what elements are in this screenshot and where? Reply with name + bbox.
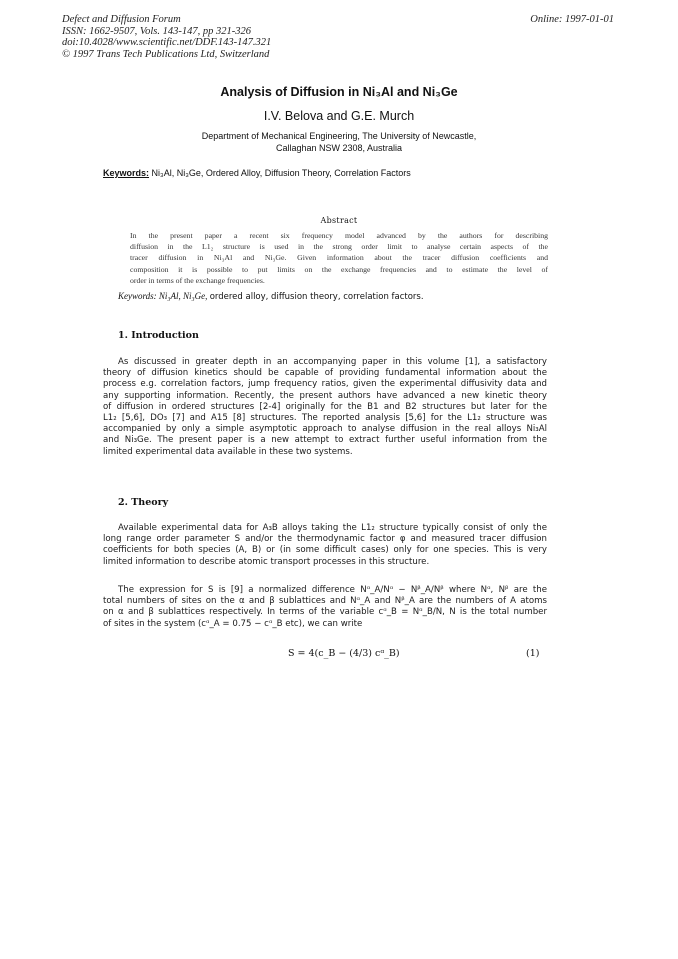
equation-body: S = 4(c_B − (4/3) cᵅ_B) (288, 648, 400, 659)
section-heading-introduction: 1. Introduction (118, 330, 199, 341)
paragraph-line: long range order parameter S and/or the thermodynamic factor φ and measured tracer diffusion (103, 534, 547, 545)
paragraph-line: coefficients for both species (A, B) or (in some difficult cases) only for one species. This is very (103, 545, 547, 556)
paragraph-line: on α and β sublattices respectively. In terms of the variable cᵅ_B = Nᵅ_B/N, N is the total number (103, 607, 547, 618)
abstract-line: composition it is possible to put limits on the exchange frequencies and to estimate the level of (130, 264, 548, 274)
affiliation (0, 130, 678, 154)
keywords-label: Keywords: (103, 168, 150, 178)
paragraph-line: limited experimental data available in these two systems. (103, 446, 353, 457)
abstract-title: Abstract (320, 216, 358, 225)
paragraph-line: of sites in the system (cᵅ_A = 0.75 − cᵅ_B etc), we can write (103, 618, 363, 629)
theory-paragraph-1 (103, 523, 547, 568)
theory-paragraph-2 (103, 585, 547, 630)
keywords-line (103, 168, 411, 178)
abstract-line: order in terms of the exchange frequencies. (130, 275, 265, 285)
journal-header (62, 14, 271, 60)
keywords-secondary-italic: Ni₃Al, Ni₃Ge, (158, 291, 208, 301)
keywords-secondary-label: Keywords: (118, 291, 157, 301)
paper-authors: I.V. Belova and G.E. Murch (263, 109, 415, 123)
journal-name: Defect and Diffusion Forum (62, 14, 181, 25)
keywords-secondary-rest: ordered alloy, diffusion theory, correlation factors. (209, 292, 424, 302)
paragraph-line: process e.g. correlation factors, jump frequency ratios, given the experimental diffusivity data and (103, 379, 547, 390)
paragraph-line: theory of diffusion kinetics should be capable of providing fundamental information about the (103, 368, 547, 379)
copyright-line: © 1997 Trans Tech Publications Ltd, Switzerland (62, 48, 270, 60)
introduction-paragraph (103, 357, 547, 458)
paragraph-line: of diffusion in ordered structures [2-4] originally for the B1 and B2 structures but later for the (103, 401, 547, 412)
equation-number: (1) (526, 648, 540, 659)
abstract-line: diffusion in the L1₂ structure is used in the strong order limit to analyse certain aspects of the (130, 242, 548, 252)
paragraph-line: limited information to describe atomic transport processes in this structure. (103, 556, 430, 567)
paragraph-line: L1₂ [5,6], DO₃ [7] and A15 [8] structures. The reported analysis [5,6] for the L1₂ structure was (103, 413, 547, 424)
affiliation-line-1: Department of Mechanical Engineering, The University of Newcastle, (201, 131, 477, 141)
keywords-text: Ni₃Al, Ni₃Ge, Ordered Alloy, Diffusion Theory, Correlation Factors (151, 168, 411, 178)
abstract-body (130, 230, 548, 286)
paper-title: Analysis of Diffusion in Ni₃Al and Ni₃Ge (220, 85, 458, 99)
issn-line: ISSN: 1662-9507, Vols. 143-147, pp 321-326 (62, 25, 251, 37)
paragraph-line: any supporting information. Recently, the present authors have advanced a new kinetic theory (103, 390, 547, 401)
paragraph-line: Available experimental data for A₃B alloys taking the L1₂ structure typically consist of only the (118, 523, 547, 533)
keywords-secondary (118, 291, 424, 302)
online-date: Online: 1997-01-01 (530, 14, 614, 25)
affiliation-line-2: Callaghan NSW 2308, Australia (275, 143, 403, 153)
equation-1 (0, 640, 678, 666)
paragraph-line: and Ni₃Ge. The present paper is a new attempt to extract further useful information from the (103, 435, 547, 446)
paragraph-line: accompanied by only a simple asymptotic approach to analyse diffusion in the real alloys Ni₃Al (103, 424, 547, 435)
section-heading-theory: 2. Theory (118, 497, 169, 508)
paragraph-line: total numbers of sites on the α and β sublattices and Nᵅ_A and Nᵝ_A are the numbers of A atoms (103, 596, 547, 607)
paragraph-line: The expression for S is [9] a normalized difference Nᵅ_A/Nᵅ − Nᵝ_A/Nᵝ where Nᵅ, Nᵝ are the (118, 585, 547, 595)
paragraph-line: As discussed in greater depth in an accompanying paper in this volume [1], a satisfactory (118, 357, 547, 367)
doi-line: doi:10.4028/www.scientific.net/DDF.143-147.321 (62, 37, 272, 49)
abstract-line: In the present paper a recent six frequency model advanced by the authors for describing (130, 231, 548, 240)
abstract-line: tracer diffusion in Ni₃Al and Ni₃Ge. Given information about the tracer diffusion coefficients and (130, 253, 548, 263)
